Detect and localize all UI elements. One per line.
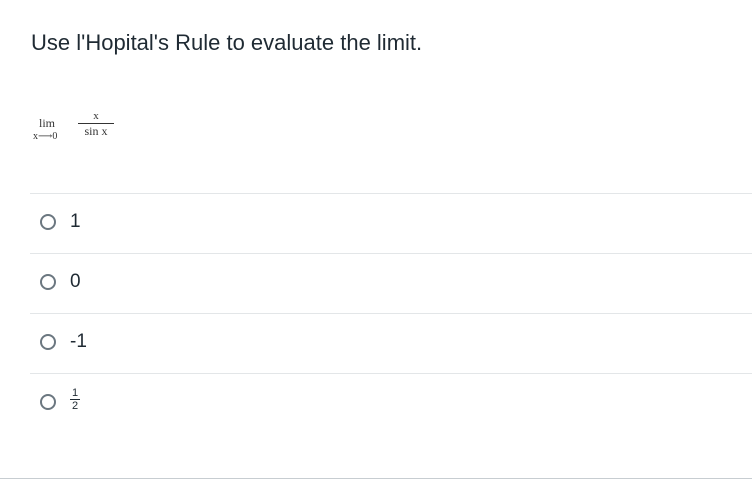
answer-option[interactable] — [30, 253, 752, 313]
lim-word: lim — [39, 116, 56, 130]
answer-fraction-numerator: 1 — [71, 387, 79, 399]
fraction-numerator: x — [93, 110, 99, 122]
bottom-divider — [0, 478, 752, 479]
answer-option[interactable] — [30, 193, 752, 253]
limit-fraction — [78, 110, 114, 138]
radio-button[interactable] — [40, 394, 56, 410]
fraction-denominator: sin x — [84, 124, 108, 138]
answer-option[interactable] — [30, 313, 752, 373]
answer-label[interactable]: 0 — [70, 271, 81, 292]
answer-list — [30, 193, 752, 433]
answer-label[interactable]: 1 — [70, 211, 81, 232]
radio-button[interactable] — [40, 334, 56, 350]
radio-button[interactable] — [40, 274, 56, 290]
lim-subscript: x⟶0 — [33, 131, 58, 142]
limit-expression — [33, 110, 123, 150]
answer-fraction[interactable] — [70, 387, 80, 412]
answer-option[interactable] — [30, 373, 752, 433]
answer-fraction-denominator: 2 — [71, 400, 79, 412]
question-text: Use l'Hopital's Rule to evaluate the limit. — [31, 30, 423, 55]
answer-label[interactable]: -1 — [70, 331, 87, 352]
radio-button[interactable] — [40, 214, 56, 230]
